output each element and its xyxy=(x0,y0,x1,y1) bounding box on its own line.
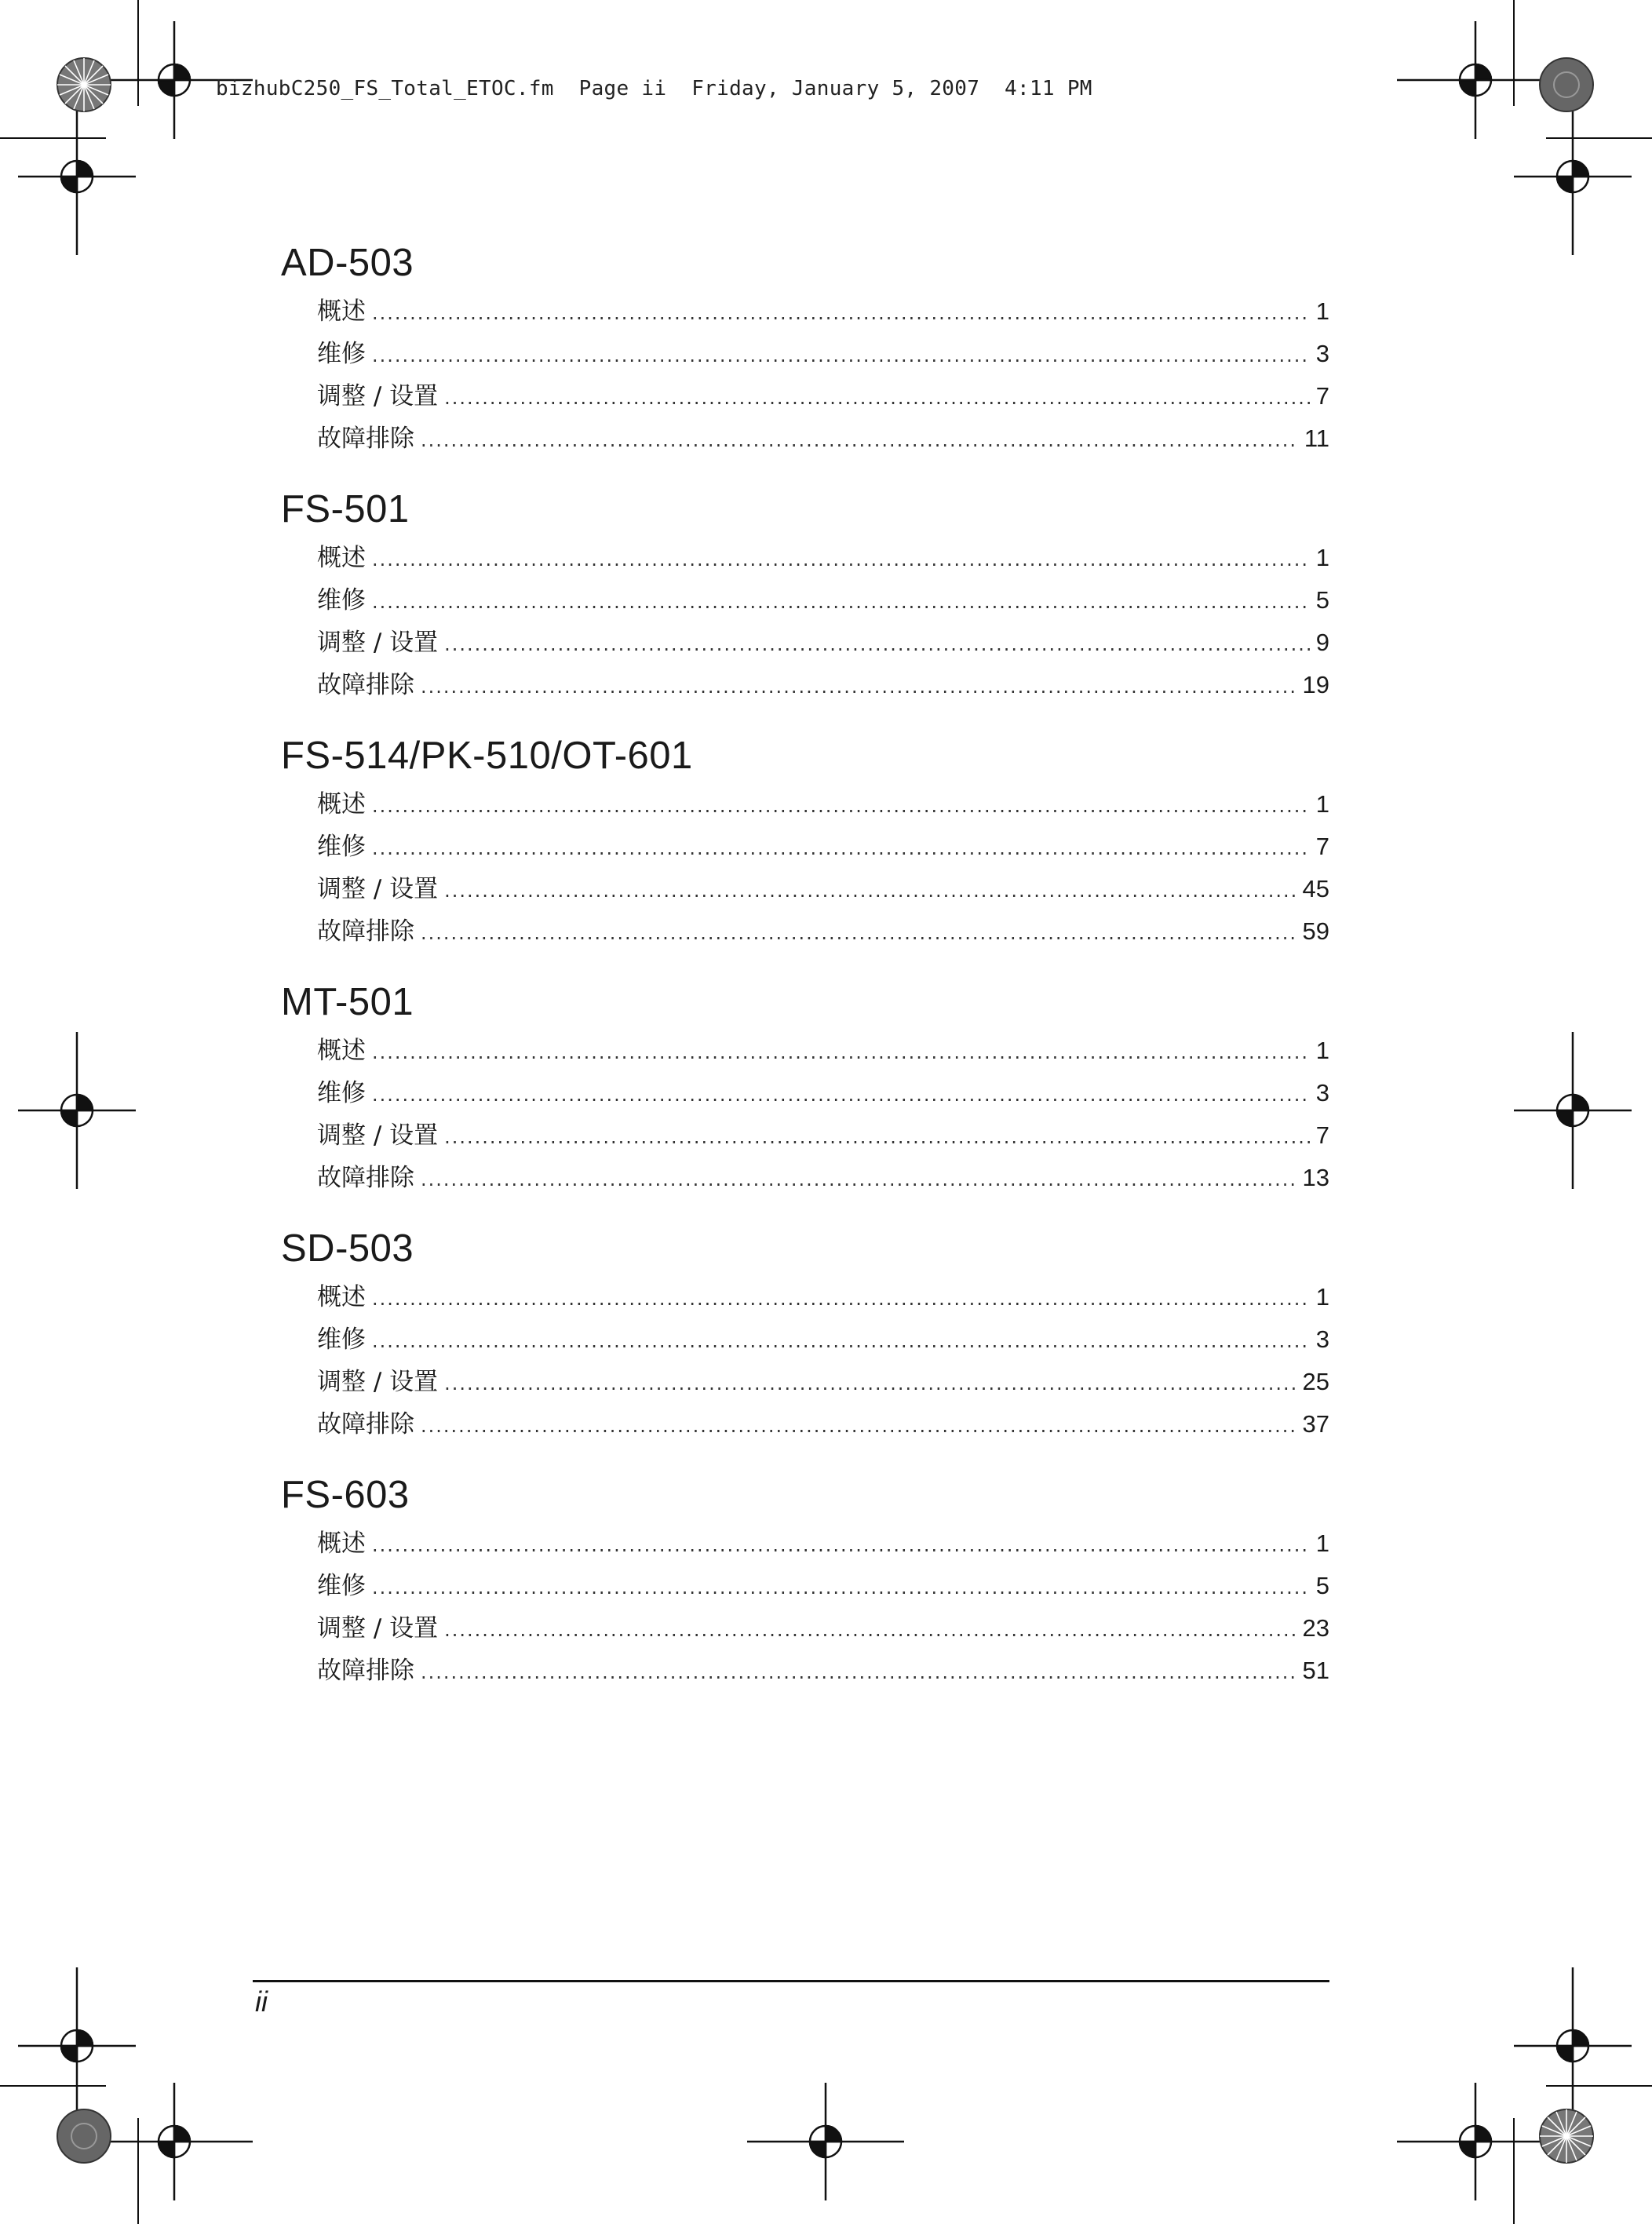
toc-entry-page: 51 xyxy=(1302,1657,1329,1684)
toc-entry[interactable] xyxy=(317,1522,1329,1565)
toc-entry-label: 调整 / 设置 xyxy=(317,875,439,903)
toc-entry[interactable] xyxy=(317,579,1329,622)
toc-entry-label: 调整 / 设置 xyxy=(317,1121,439,1150)
dot-leader xyxy=(372,334,1310,377)
section-title: FS-603 xyxy=(281,1474,410,1516)
toc-entry-label: 维修 xyxy=(317,833,366,861)
toc-entry-page: 7 xyxy=(1315,833,1329,860)
toc-entry-page: 7 xyxy=(1315,382,1329,410)
dot-leader xyxy=(444,377,1310,419)
dot-leader xyxy=(421,1651,1296,1694)
dot-leader xyxy=(372,1320,1310,1362)
section-title: AD-503 xyxy=(281,242,414,284)
toc-section xyxy=(281,975,1329,1199)
toc-entry-label: 故障排除 xyxy=(317,1164,414,1192)
toc-entry[interactable] xyxy=(317,1650,1329,1692)
toc-entry-page: 3 xyxy=(1315,340,1329,367)
toc-section xyxy=(281,1221,1329,1446)
dot-leader xyxy=(372,1566,1310,1609)
dot-leader xyxy=(421,665,1296,708)
dot-leader xyxy=(372,1524,1310,1566)
toc-entry[interactable] xyxy=(317,868,1329,910)
toc-entry-label: 故障排除 xyxy=(317,671,414,699)
toc-entry[interactable] xyxy=(317,622,1329,664)
toc-section xyxy=(281,235,1329,460)
section-title: MT-501 xyxy=(281,981,414,1023)
toc-entry-page: 5 xyxy=(1315,1572,1329,1599)
toc-entry[interactable] xyxy=(317,664,1329,706)
toc-entry-page: 1 xyxy=(1315,790,1329,818)
toc-entry[interactable] xyxy=(317,1565,1329,1607)
dot-leader xyxy=(444,1116,1310,1158)
dot-leader xyxy=(444,870,1296,912)
toc-entry[interactable] xyxy=(317,333,1329,375)
toc-entry-label: 调整 / 设置 xyxy=(317,1368,439,1396)
toc-entry-label: 概述 xyxy=(317,1037,366,1065)
toc-entry[interactable] xyxy=(317,826,1329,868)
toc-entry-page: 5 xyxy=(1315,586,1329,614)
toc-section xyxy=(281,728,1329,953)
toc-entry-page: 1 xyxy=(1315,1037,1329,1064)
toc-entry-page: 3 xyxy=(1315,1325,1329,1353)
file-info-header: bizhubC250_FS_Total_ETOC.fm Page ii Friday, January 5, 2007 4:11 PM xyxy=(216,77,1092,100)
dot-leader xyxy=(421,912,1296,954)
toc-entry-page: 3 xyxy=(1315,1079,1329,1107)
toc-entry-label: 调整 / 设置 xyxy=(317,1614,439,1642)
toc-entry-page: 1 xyxy=(1315,1529,1329,1557)
footer-divider xyxy=(253,1980,1329,1982)
toc-entry[interactable] xyxy=(317,1157,1329,1199)
toc-entry-page: 1 xyxy=(1315,1283,1329,1311)
page-number: ii xyxy=(255,1985,268,2018)
dot-leader xyxy=(421,419,1298,461)
toc-section xyxy=(281,1467,1329,1692)
dot-leader xyxy=(444,1609,1296,1651)
toc-entry-label: 维修 xyxy=(317,340,366,368)
toc-entry-page: 19 xyxy=(1302,671,1329,698)
dot-leader xyxy=(444,1362,1296,1405)
toc-entry-page: 37 xyxy=(1302,1410,1329,1438)
toc-entry-page: 59 xyxy=(1302,917,1329,945)
toc-entry[interactable] xyxy=(317,1607,1329,1650)
toc-entry[interactable] xyxy=(317,375,1329,417)
toc-entry[interactable] xyxy=(317,417,1329,460)
toc-entry-label: 故障排除 xyxy=(317,1410,414,1438)
dot-leader xyxy=(372,538,1310,581)
toc-entry-label: 故障排除 xyxy=(317,425,414,453)
dot-leader xyxy=(372,785,1310,827)
toc-entry-page: 11 xyxy=(1304,425,1329,452)
table-of-contents xyxy=(281,235,1329,1714)
dot-leader xyxy=(372,827,1310,870)
toc-entry-page: 45 xyxy=(1302,875,1329,902)
dot-leader xyxy=(372,1031,1310,1074)
toc-entry-label: 故障排除 xyxy=(317,1657,414,1685)
toc-entry-page: 13 xyxy=(1302,1164,1329,1191)
toc-entry[interactable] xyxy=(317,1403,1329,1446)
toc-entry[interactable] xyxy=(317,1114,1329,1157)
toc-entry-label: 维修 xyxy=(317,1572,366,1600)
dot-leader xyxy=(372,292,1310,334)
toc-entry-label: 概述 xyxy=(317,790,366,819)
toc-entry[interactable] xyxy=(317,290,1329,333)
toc-entry-label: 维修 xyxy=(317,586,366,614)
section-title: FS-514/PK-510/OT-601 xyxy=(281,735,693,777)
toc-entry-label: 概述 xyxy=(317,544,366,572)
toc-entry-page: 25 xyxy=(1302,1368,1329,1395)
toc-entry-label: 调整 / 设置 xyxy=(317,629,439,657)
dot-leader xyxy=(444,623,1310,665)
toc-entry-page: 1 xyxy=(1315,297,1329,325)
toc-entry[interactable] xyxy=(317,1361,1329,1403)
toc-entry-label: 维修 xyxy=(317,1325,366,1354)
dot-leader xyxy=(421,1158,1296,1201)
toc-entry[interactable] xyxy=(317,1030,1329,1072)
toc-entry[interactable] xyxy=(317,910,1329,953)
toc-entry[interactable] xyxy=(317,1318,1329,1361)
toc-entry[interactable] xyxy=(317,1276,1329,1318)
toc-entry[interactable] xyxy=(317,1072,1329,1114)
toc-entry-page: 7 xyxy=(1315,1121,1329,1149)
toc-entry-label: 故障排除 xyxy=(317,917,414,946)
toc-entry[interactable] xyxy=(317,783,1329,826)
toc-entry-page: 23 xyxy=(1302,1614,1329,1642)
toc-entry[interactable] xyxy=(317,537,1329,579)
section-title: FS-501 xyxy=(281,488,410,530)
dot-leader xyxy=(372,1074,1310,1116)
toc-entry-label: 调整 / 设置 xyxy=(317,382,439,410)
dot-leader xyxy=(421,1405,1296,1447)
toc-entry-label: 维修 xyxy=(317,1079,366,1107)
dot-leader xyxy=(372,581,1310,623)
toc-entry-page: 9 xyxy=(1315,629,1329,656)
toc-entry-label: 概述 xyxy=(317,1529,366,1558)
toc-section xyxy=(281,482,1329,706)
section-title: SD-503 xyxy=(281,1227,414,1270)
toc-entry-label: 概述 xyxy=(317,1283,366,1311)
toc-entry-label: 概述 xyxy=(317,297,366,326)
toc-entry-page: 1 xyxy=(1315,544,1329,571)
dot-leader xyxy=(372,1278,1310,1320)
